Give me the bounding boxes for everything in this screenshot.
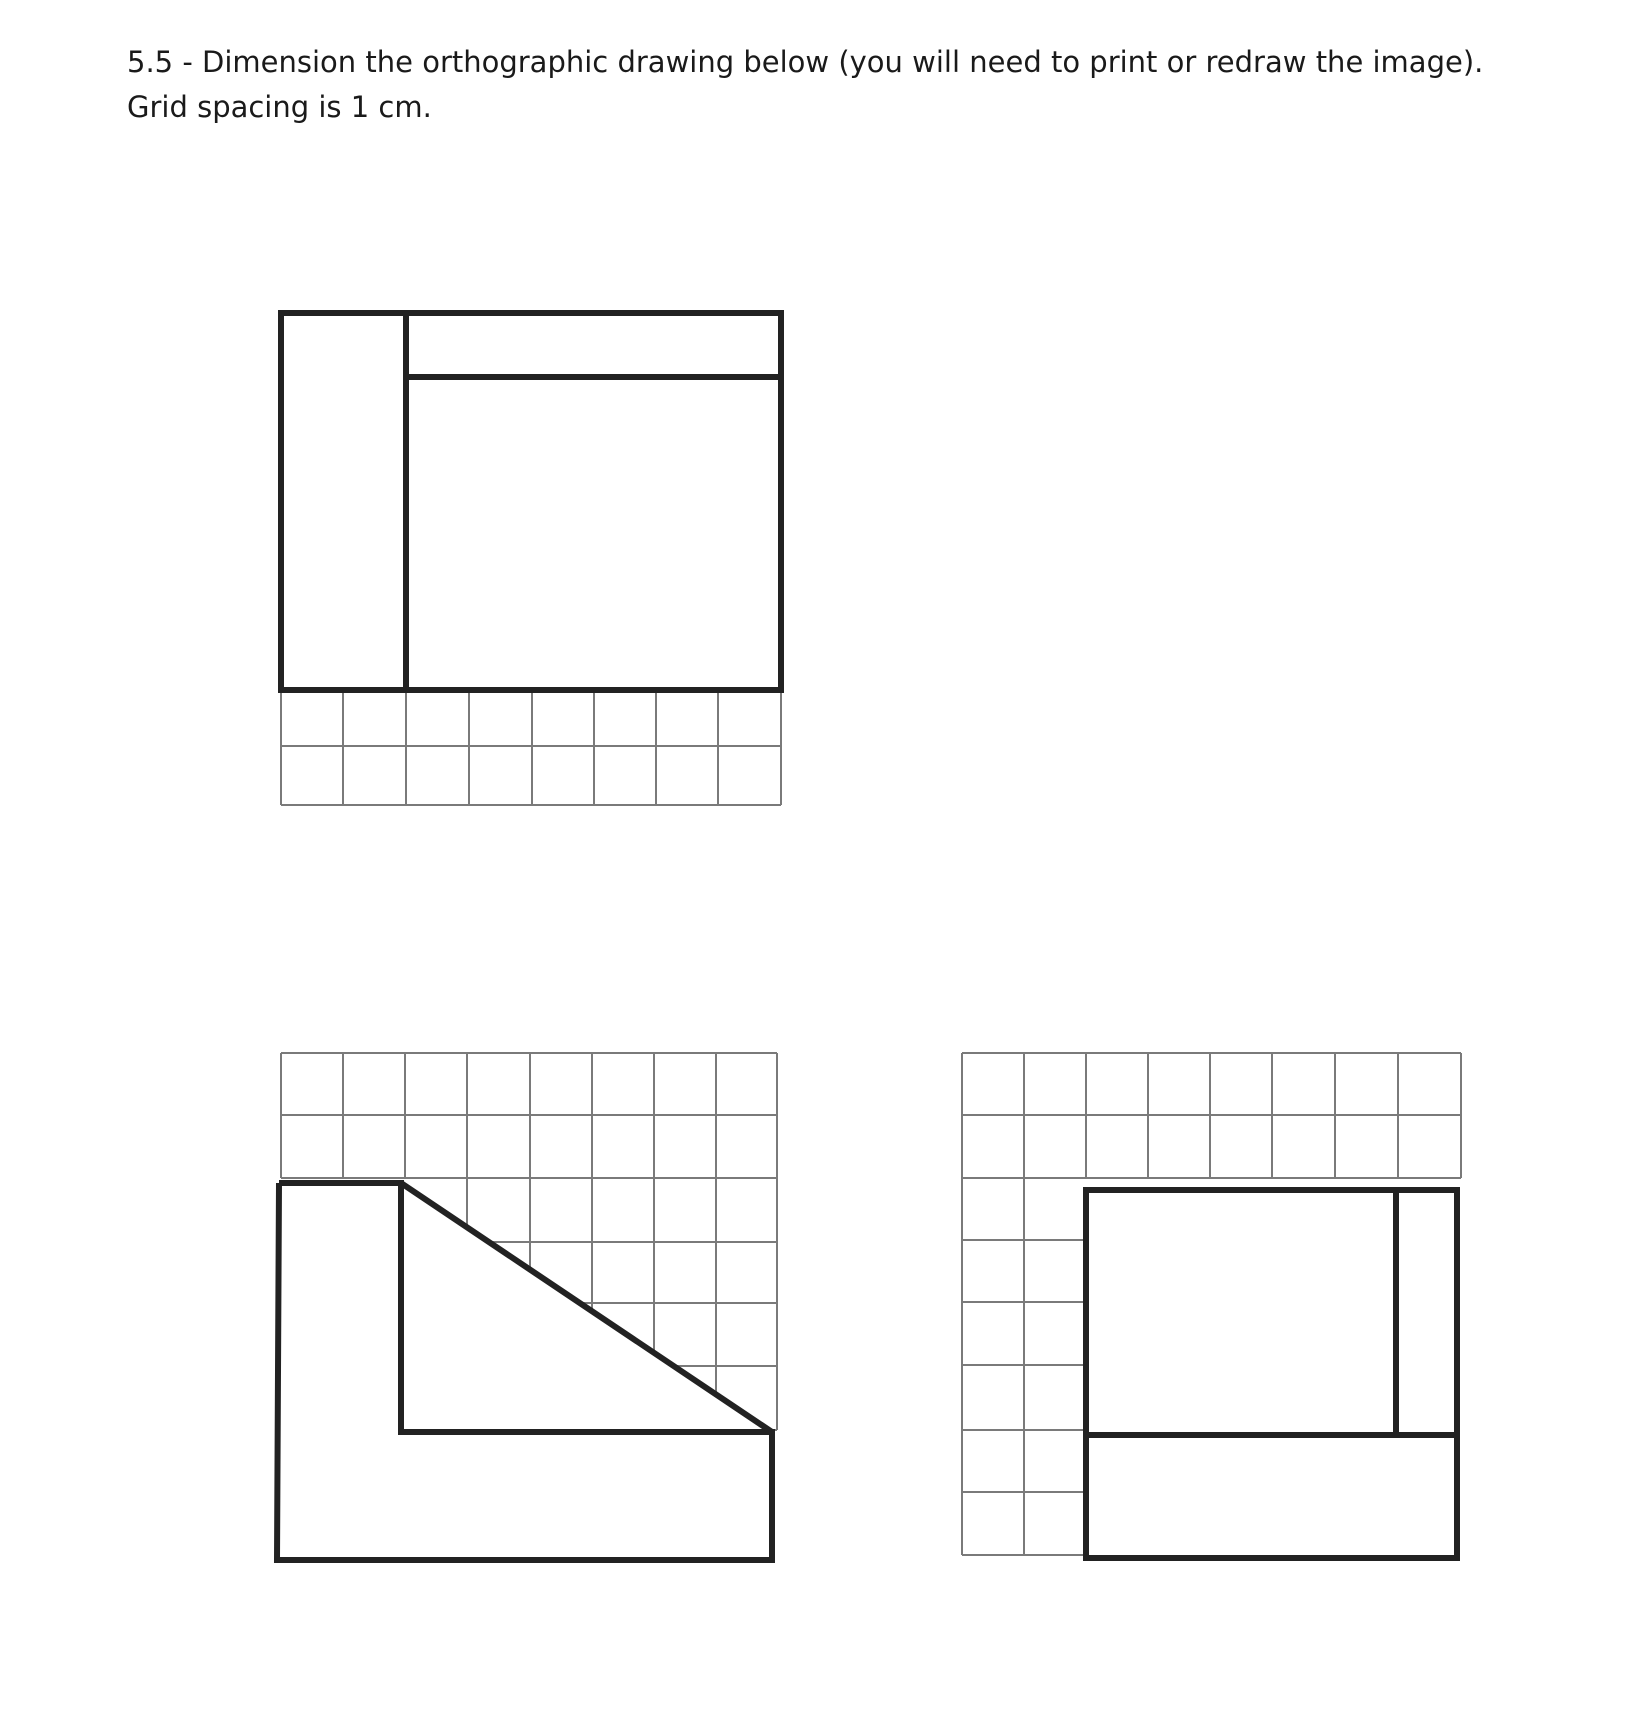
side-view-outline <box>1086 1190 1457 1558</box>
top-view <box>281 313 781 805</box>
front-view <box>277 1053 777 1560</box>
right-side-view <box>962 1053 1461 1558</box>
question-line-1: 5.5 - Dimension the orthographic drawing below (you will need to print or redraw the image). <box>127 45 1484 79</box>
top-view-outline <box>281 313 781 690</box>
top-view-grid <box>281 690 781 805</box>
side-view-grid <box>962 1053 1461 1555</box>
question-line-2: Grid spacing is 1 cm. <box>127 90 432 124</box>
